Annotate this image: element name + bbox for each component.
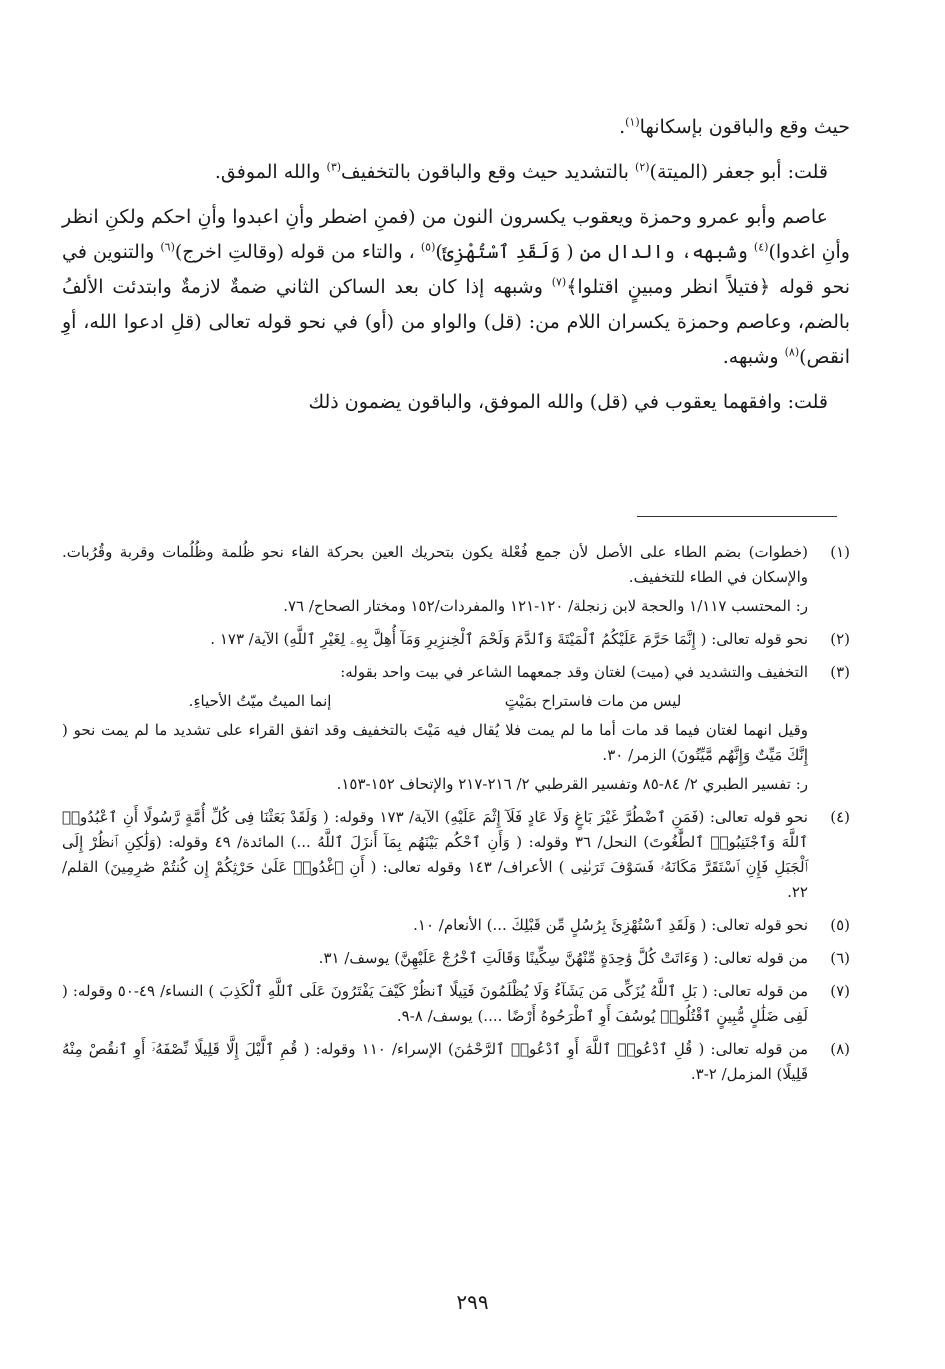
footnote-body — [62, 627, 808, 656]
footnote-ref: (٤) — [753, 240, 769, 254]
footnote-number: (٨) — [830, 1040, 850, 1058]
footnote-text: من قوله تعالى: ( وَءَاتَتْ كُلَّ وَٰحِدَةٍ مِّنْهُنَّ سِكِّينًا وَقَالَتِ ٱخْرُجْ عَلَيْهِنَّ) يوسف/ ٣١. — [318, 949, 808, 967]
footnote — [62, 979, 850, 1033]
footnote-number: (١) — [830, 543, 850, 561]
main-paragraph-2 — [62, 155, 850, 190]
footnote-body — [62, 805, 808, 909]
text-run: قلت: أبو جعفر (الميتة) — [649, 161, 828, 183]
footnote — [62, 660, 850, 801]
footnote-text: التخفيف والتشديد في (ميت) لغتان وقد جمعهما الشاعر في بيت واحد بقوله: — [340, 663, 808, 681]
main-text — [62, 110, 850, 430]
footnote-ref: (٣) — [326, 160, 342, 174]
footnote — [62, 946, 850, 975]
main-paragraph-4: قلت: وافقهما يعقوب في (قل) والله الموفق، والباقون يضمون ذلك — [308, 391, 828, 413]
footnote-body — [62, 660, 808, 801]
footnote — [62, 1037, 850, 1091]
footnote-text: نحو قوله تعالى: ( إِنَّمَا حَرَّمَ عَلَيْكُمُ ٱلْمَيْتَةَ وَٱلدَّمَ وَلَحْمَ ٱلْخِنزِيرِ وَمَآ أُهِلَّ بِهِۦ لِغَيْرِ ٱللَّهِ) الآية/ ١٧٣ . — [210, 630, 808, 648]
verse-hemistich: ليس من مات فاستراح بمَيْتٍ — [504, 692, 682, 710]
footnote-ref: (٧) — [551, 275, 567, 289]
footnote-number: (٦) — [830, 949, 850, 967]
footnote-text: من قوله تعالى: ( قُلِ ٱدْعُوا۟ ٱللَّهَ أَوِ ٱدْعُوا۟ ٱلرَّحْمَٰنَ) الإسراء/ ١١٠ وقوله: ( قُمِ ٱلَّيْلَ إِلَّا قَلِيلًا نِّصْفَهُۥٓ أَوِ ٱنقُصْ مِنْهُ قَلِيلًا) المزمل/ ٢-٣. — [62, 1040, 808, 1083]
footnote-number: (٢) — [830, 630, 850, 648]
footnote-body — [62, 946, 808, 975]
footnote-text: نحو قوله تعالى: ( وَلَقَدِ ٱسْتُهْزِئَ بِرُسُلٍ مِّن قَبْلِكَ ...) الأنعام/ ١٠. — [413, 916, 808, 934]
footnote-number: (٥) — [830, 916, 850, 934]
page-number: ٢٩٩ — [456, 1290, 489, 1314]
footnote-ref: (١) — [625, 115, 640, 129]
footnote — [62, 913, 850, 942]
poem-verse — [62, 689, 808, 714]
text-run: ، والتاء من قوله (وقالتِ اخرج) — [174, 241, 421, 263]
footnote-text: من قوله تعالى: ( بَلِ ٱللَّهُ يُزَكِّى مَن يَشَآءُ وَلَا يُظْلَمُونَ فَتِيلًا ٱنظُرْ كَيْفَ يَفْتَرُونَ عَلَى ٱللَّهِ ٱلْكَذِبَ ) النساء/ ٤٩-٥٠ وقوله: ( لَفِى ضَلَٰلٍ مُّبِينٍ ٱقْتُلُوا۟ يُوسُفَ أَوِ ٱطْرَحُوهُ أَرْضًا ....) يوسف/ ٨-٩. — [62, 982, 808, 1025]
footnote-body — [62, 913, 808, 942]
footnote — [62, 805, 850, 909]
verse-hemistich: إنما الميتُ ميّتُ الأحياءِ. — [188, 692, 332, 710]
text-run: وشبهه، والدال من ( وَلَقَدِ ٱسْتُهْزِئَ) — [435, 241, 754, 263]
footnote-number: (٧) — [830, 982, 850, 1000]
text-run: عاصم وأبو عمرو وحمزة ويعقوب يكسرون النون من (فمنِ اضطر وأنِ اعبدوا وأنِ احكم ولكنِ انظر وأنِ اغدوا) — [62, 206, 850, 263]
footnote-body — [62, 1037, 808, 1091]
footnote — [62, 540, 850, 623]
text-run: بالتشديد حيث وقع والباقون بالتخفيف — [341, 161, 636, 183]
footnote-body — [62, 979, 808, 1033]
text-run: والتنوين في نحو قوله ﴿فتيلاً انظر ومبينٍ اقتلوا﴾ — [62, 241, 850, 298]
footnote-ref: (٨) — [784, 345, 800, 359]
main-line-1-text: حيث وقع والباقون بإسكانها — [639, 116, 850, 138]
footnote-ref: (٦) — [160, 240, 175, 254]
footnote-number: (٣) — [830, 663, 850, 681]
footnotes — [62, 540, 850, 1095]
footnote — [62, 627, 850, 656]
footnote-text: ر: المحتسب ١/١١٧ والحجة لابن زنجلة/ ١٢٠-١٢١ والمفردات/١٥٢ ومختار الصحاح/ ٧٦. — [283, 597, 808, 615]
text-run: وشبهه إذا كان بعد الساكن الثاني ضمةٌ لازمةٌ وابتدئت الألفُ بالضم، وعاصم وحمزة يكسران اللام من: (قل) والواو من (أو) في نحو قوله تعالى (قلِ ادعوا الله، أوِ انقص) — [62, 276, 850, 368]
footnote-number: (٤) — [830, 808, 850, 826]
main-paragraph-3 — [62, 200, 850, 375]
footnote-ref: (٥) — [420, 240, 436, 254]
footnote-ref: (٢) — [635, 160, 650, 174]
text-run: والله الموفق. — [214, 161, 327, 183]
main-line-1-end: . — [619, 116, 626, 138]
footnote-text: نحو قوله تعالى: (فَمَنِ ٱضْطُرَّ غَيْرَ بَاغٍ وَلَا عَادٍ فَلَآ إِثْمَ عَلَيْهِ) الآية/ ١٧٣ وقوله: ( وَلَقَدْ بَعَثْنَا فِى كُلِّ أُمَّةٍ رَّسُولًا أَنِ ٱعْبُدُوا۟ ٱللَّهَ وَٱجْتَنِبُوا۟ ٱلطَّٰغُوتَ) النحل/ ٣٦ وقوله: ( وَأَنِ ٱحْكُم بَيْنَهُم بِمَآ أَنزَلَ ٱللَّهُ ...) المائدة/ ٤٩ وقوله: (وَلَٰكِنِ ٱنظُرْ إِلَى ٱلْجَبَلِ فَإِنِ ٱسْتَقَرَّ مَكَانَهُۥ فَسَوْفَ تَرَىٰنِى ) الأعراف/ ١٤٣ وقوله تعالى: ( أَنِ ٱغْدُوا۟ عَلَىٰ حَرْثِكُمْ إِن كُنتُمْ صَٰرِمِينَ) القلم/ ٢٢. — [62, 808, 808, 901]
footnote-text: وقيل انهما لغتان فيما قد مات أما ما لم يمت فلا يُقال فيه مَيْتَ بالتخفيف وقد اتفق القراء على تشديد ما لم يمت نحو ( إِنَّكَ مَيِّتٌ وَإِنَّهُم مَّيِّتُونَ) الزمر/ ٣٠. — [62, 721, 808, 764]
text-run: وشبهه. — [722, 346, 785, 368]
footnote-divider — [637, 516, 837, 517]
footnote-body — [62, 540, 808, 623]
footnote-text: ر: تفسير الطبري ٢/ ٨٤-٨٥ وتفسير القرطبي ٢/ ٢١٦-٢١٧ والإتحاف ١٥٢-١٥٣. — [336, 775, 808, 793]
footnote-text: (خطوات) بضم الطاء على الأصل لأن جمع فُعْلة يكون بتحريك العين بحركة الفاء نحو ظُلمة وظُلُمات وقربة وقُرُبات. والإسكان في الطاء للتخفيف. — [62, 543, 808, 586]
main-line-1 — [62, 110, 850, 145]
